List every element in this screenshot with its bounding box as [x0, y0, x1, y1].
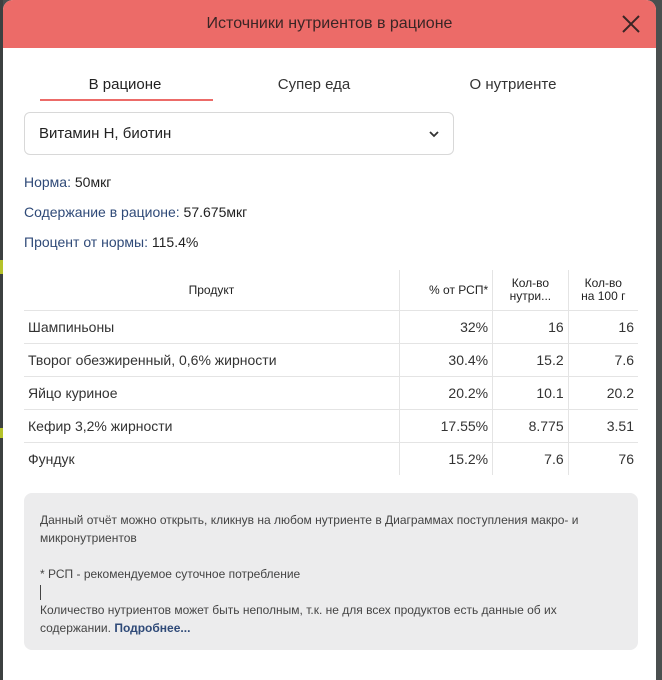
- cell-percent: 32%: [399, 311, 492, 344]
- cell-product: Фундук: [28, 451, 75, 467]
- cell-amount: 15.2: [493, 344, 569, 377]
- modal-title: Источники нутриентов в рационе: [206, 15, 453, 32]
- active-tab-indicator: [40, 99, 213, 101]
- column-header-percent[interactable]: % от РСП*: [399, 270, 492, 311]
- table-row[interactable]: [24, 443, 638, 476]
- column-header-per100-line2: на 100 г: [581, 289, 626, 303]
- cell-amount: 7.6: [493, 443, 569, 476]
- cell-percent: 20.2%: [399, 377, 492, 410]
- note-rsp-definition: * РСП - рекомендуемое суточное потребление: [40, 567, 301, 581]
- table-row[interactable]: [24, 344, 638, 377]
- percent-value: 115.4%: [151, 234, 199, 250]
- cell-per100: 76: [568, 443, 638, 476]
- tab-super-food[interactable]: Супер еда: [277, 76, 351, 93]
- text-cursor: [40, 585, 41, 600]
- cell-product: Яйцо куриное: [24, 377, 399, 410]
- norm-line: [24, 174, 111, 190]
- cell-amount: 8.775: [493, 410, 569, 443]
- cell-amount: 10.1: [493, 377, 569, 410]
- learn-more-link[interactable]: Подробнее...: [114, 621, 191, 635]
- table-row[interactable]: [24, 410, 638, 443]
- cell-percent: 30.4%: [399, 344, 492, 377]
- cell-per100: 20.2: [568, 377, 638, 410]
- cell-percent: 17.55%: [399, 410, 492, 443]
- info-note: [24, 493, 638, 650]
- nutrient-sources-table: [24, 270, 638, 475]
- cell-per100: 16: [568, 311, 638, 344]
- table-header-row: [24, 270, 638, 311]
- cell-per100: 3.51: [568, 410, 638, 443]
- chevron-down-icon: [427, 127, 441, 141]
- tab-about-nutrient[interactable]: О нутриенте: [469, 76, 557, 93]
- table-row[interactable]: [24, 311, 638, 344]
- note-disclaimer-text: Количество нутриентов может быть неполным, т.к. не для всех продуктов есть данные об их содержании.: [40, 603, 557, 635]
- close-icon: [616, 9, 646, 39]
- content-value: 57.675мкг: [183, 204, 248, 220]
- close-button[interactable]: [616, 9, 646, 39]
- note-report-hint: Данный отчёт можно открыть, кликнув на любом нутриенте в Диаграммах поступления макро- и микронутриентов: [40, 513, 579, 545]
- cell-product: Творог обезжиренный, 0,6% жирности: [24, 344, 399, 377]
- cell-percent: 15.2%: [399, 443, 492, 476]
- note-cursor: [40, 583, 622, 601]
- content-label: Содержание в рационе:: [24, 204, 180, 220]
- tab-in-diet[interactable]: В рационе: [88, 76, 162, 93]
- cell-amount: 16: [493, 311, 569, 344]
- column-header-amount-line1: Кол-во: [511, 276, 550, 290]
- note-disclaimer: [40, 601, 622, 637]
- column-header-amount[interactable]: [493, 270, 569, 311]
- cell-per100: 7.6: [568, 344, 638, 377]
- table-row[interactable]: [24, 377, 638, 410]
- percent-label: Процент от нормы:: [24, 234, 148, 250]
- column-header-per100-line1: Кол-во: [584, 276, 622, 290]
- nutrient-select[interactable]: [24, 112, 454, 155]
- cell-product: Шампиньоны: [24, 311, 399, 344]
- modal-header: [3, 0, 656, 48]
- nutrient-select-value: Витамин Н, биотин: [39, 125, 172, 142]
- column-header-amount-line2: нутри...: [509, 289, 552, 303]
- percent-line: [24, 234, 198, 250]
- column-header-per100[interactable]: [568, 270, 638, 311]
- norm-value: 50мкг: [74, 174, 112, 190]
- cell-product: Кефир 3,2% жирности: [24, 410, 399, 443]
- nutrient-sources-modal: [3, 0, 656, 680]
- column-header-product[interactable]: Продукт: [24, 270, 399, 311]
- content-line: [24, 204, 247, 220]
- norm-label: Норма:: [24, 174, 71, 190]
